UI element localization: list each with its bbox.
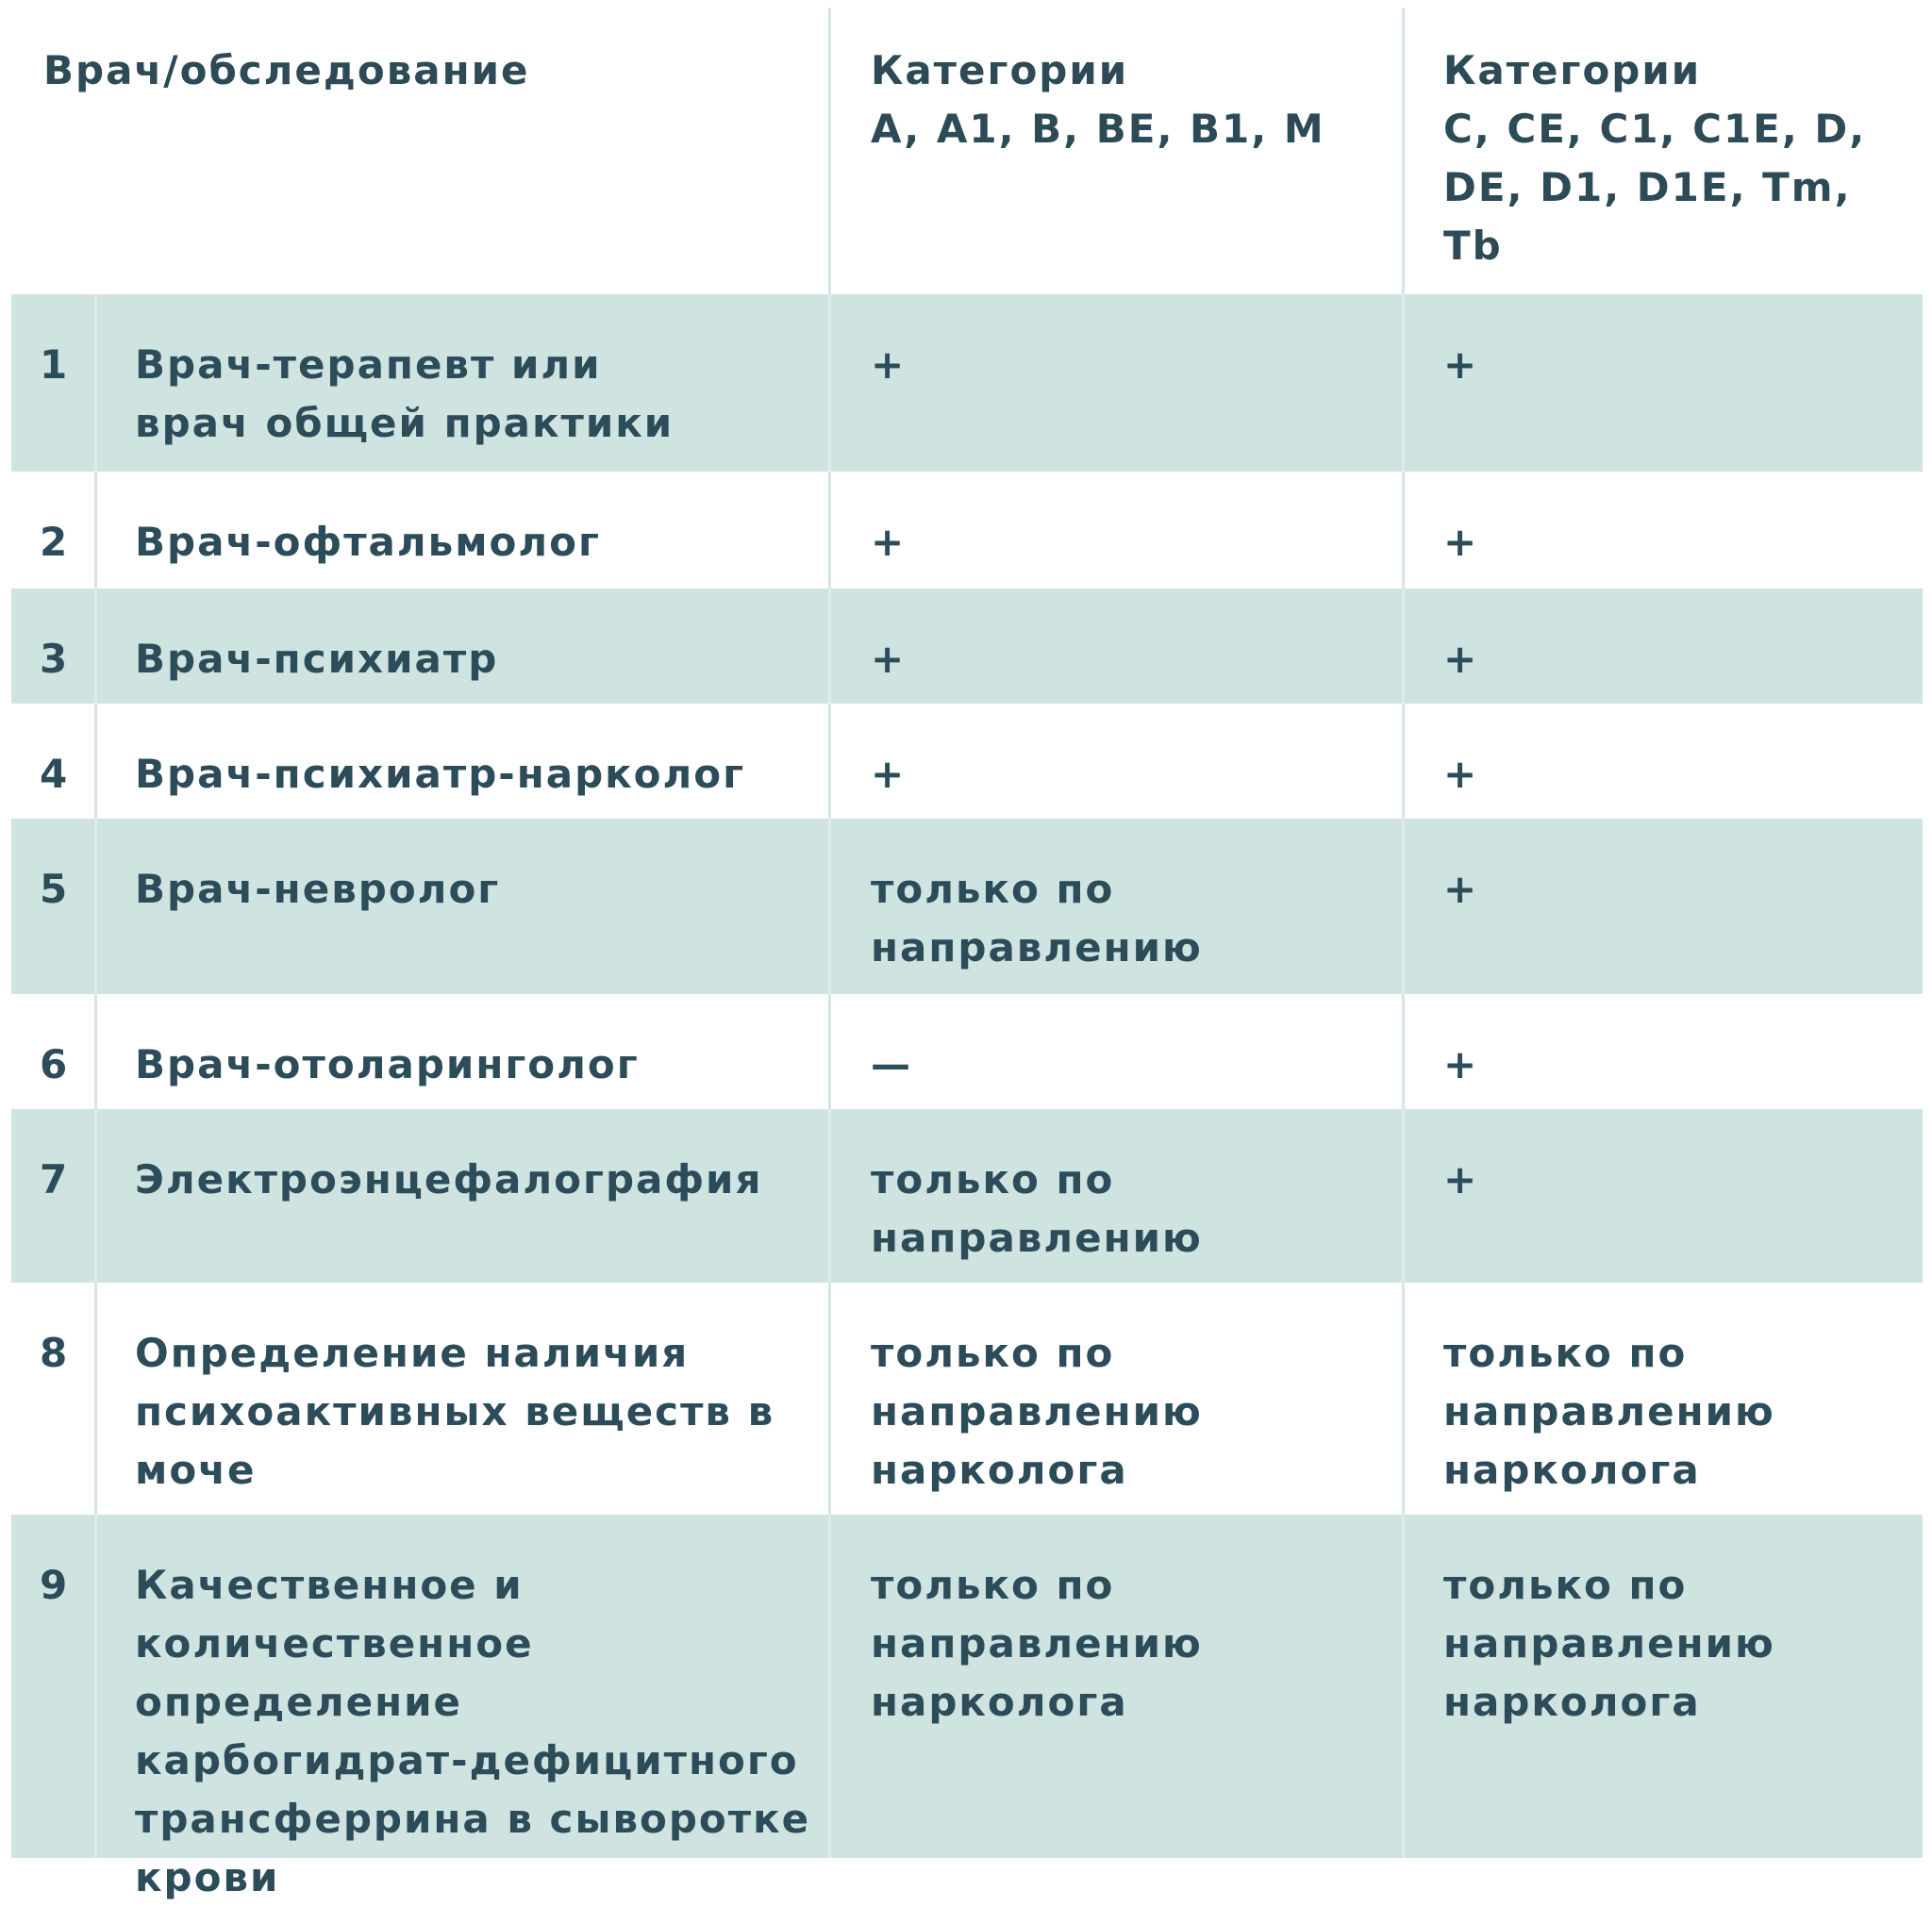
row-categories-a-value: + [871, 751, 907, 797]
row-number: 8 [40, 1330, 70, 1376]
row-number: 9 [40, 1562, 70, 1608]
table-row [11, 589, 1923, 704]
table-row [11, 1515, 1923, 1900]
header-doctor-exam: Врач/обследование [43, 47, 530, 93]
row-number: 1 [40, 341, 70, 388]
row-categories-a-value: + [871, 636, 907, 682]
row-number: 3 [40, 636, 70, 682]
row-doctor-exam: Врач-психиатр-нарколог [135, 751, 746, 797]
row-categories-a-value: только по направлению нарколога [871, 1330, 1203, 1493]
row-categories-a-value: + [871, 341, 907, 388]
row-number: 5 [40, 866, 70, 912]
row-categories-c-value: + [1443, 1041, 1479, 1087]
table-row [11, 994, 1923, 1109]
table-row [11, 1283, 1923, 1515]
table-row [11, 704, 1923, 819]
row-number: 7 [40, 1156, 70, 1202]
row-doctor-exam: Качественное и количественное определение карбогидрат-дефицитного трансферрина в сыворотке крови [135, 1562, 811, 1900]
row-categories-c-value: + [1443, 519, 1479, 565]
table-row [11, 819, 1923, 994]
row-categories-c-value: + [1443, 751, 1479, 797]
row-categories-a-value: только по направлению [871, 866, 1203, 970]
header-categories-a: Категории A, A1, B, BE, B1, M [871, 47, 1325, 152]
row-doctor-exam: Врач-невролог [135, 866, 501, 912]
row-categories-c-value: только по направлению нарколога [1443, 1330, 1775, 1493]
row-doctor-exam: Определение наличия психоактивных веществ в моче [135, 1330, 775, 1493]
row-categories-c-value: + [1443, 636, 1479, 682]
table-row [11, 472, 1923, 589]
row-categories-a-value: только по направлению нарколога [871, 1562, 1203, 1725]
row-doctor-exam: Врач-офтальмолог [135, 519, 601, 565]
row-categories-a-value: — [871, 1041, 912, 1087]
table-row [11, 294, 1923, 472]
row-number: 2 [40, 519, 70, 565]
row-doctor-exam: Врач-психиатр [135, 636, 499, 682]
row-categories-c-value: только по направлению нарколога [1443, 1562, 1775, 1725]
row-categories-a-value: только по направлению [871, 1156, 1203, 1261]
row-number: 4 [40, 751, 70, 797]
row-doctor-exam: Врач-терапевт или врач общей практики [135, 341, 675, 446]
row-doctor-exam: Электроэнцефалография [135, 1156, 763, 1202]
row-doctor-exam: Врач-отоларинголог [135, 1041, 640, 1087]
table-header-row [11, 8, 1923, 294]
row-categories-a-value: + [871, 519, 907, 565]
row-number: 6 [40, 1041, 70, 1087]
medical-exam-table [11, 8, 1923, 1900]
row-categories-c-value: + [1443, 1156, 1479, 1202]
table-row [11, 1109, 1923, 1283]
row-categories-c-value: + [1443, 341, 1479, 388]
header-categories-c: Категории C, CE, C1, C1E, D, DE, D1, D1E, Tm, Tb [1443, 47, 1867, 269]
row-categories-c-value: + [1443, 866, 1479, 912]
